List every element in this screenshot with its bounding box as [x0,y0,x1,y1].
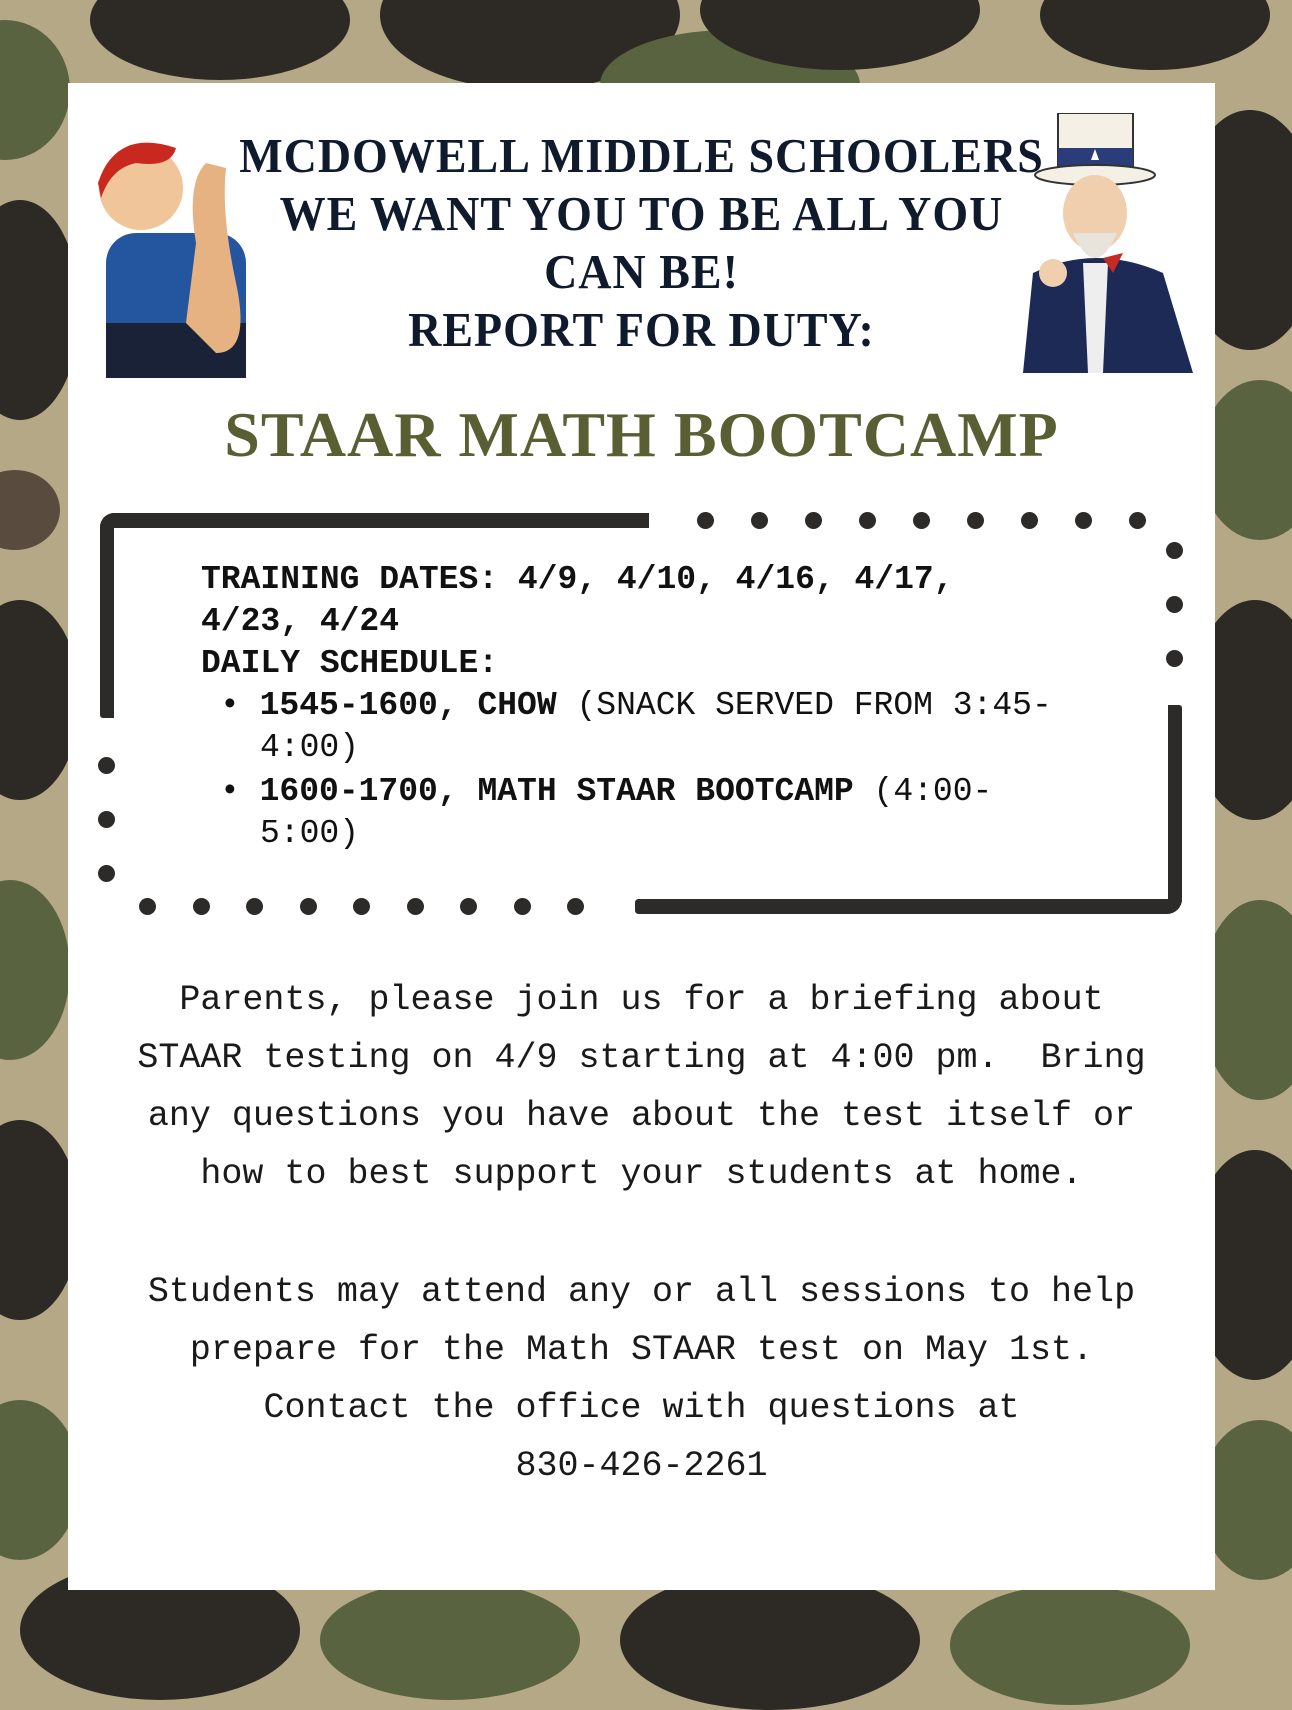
schedule-item [220,775,992,808]
headline-line: CAN BE! [544,244,739,299]
frame-dot [246,898,263,915]
training-dates-line2: 4/23, 4/24 [201,603,400,640]
bullet: • [220,773,260,810]
frame-dot [460,898,477,915]
schedule-item-note: (SNACK SERVED FROM 3:45- [556,687,1052,724]
parents-paragraph-line: Parents, please join us for a briefing about [179,980,1104,1020]
frame-dot [1166,596,1183,613]
frame-dot [300,898,317,915]
frame-dot [913,512,930,529]
schedule-item-note: (4:00- [853,773,993,810]
parents-paragraph-line: any questions you have about the test itself or [147,1096,1136,1136]
bootcamp-title: STAAR MATH BOOTCAMP [224,399,1059,470]
frame-dot [98,811,115,828]
training-dates-line1: TRAINING DATES: 4/9, 4/10, 4/16, 4/17, [201,561,954,598]
schedule-item [220,689,1052,722]
frame-dot [353,898,370,915]
students-paragraph-line: prepare for the Math STAAR test on May 1st. [189,1330,1094,1370]
frame-dot [193,898,210,915]
headline-line: MCDOWELL MIDDLE SCHOOLERS [239,128,1044,183]
frame-dot [567,898,584,915]
bullet: • [220,687,260,724]
schedule-item-time: 1545-1600, CHOW [259,687,557,724]
frame-dot [859,512,876,529]
students-paragraph-line: Students may attend any or all sessions to help [147,1272,1136,1312]
frame-dot [967,512,984,529]
frame-dot [1129,512,1146,529]
schedule-item-note-cont: 4:00) [260,729,360,766]
schedule-item-time: 1600-1700, MATH STAAR BOOTCAMP [259,773,854,810]
frame-dot [1166,650,1183,667]
frame-dot [139,898,156,915]
frame-dot [697,512,714,529]
flyer-panel [68,83,1215,1590]
frame-dot [407,898,424,915]
parents-paragraph-line: how to best support your students at home. [200,1154,1083,1194]
office-phone-number: 830-426-2261 [515,1446,768,1486]
frame-dot [751,512,768,529]
parents-paragraph-line: STAAR testing on 4/9 starting at 4:00 pm. Bring [137,1038,1146,1078]
frame-dot [514,898,531,915]
frame-dot [1166,542,1183,559]
frame-dot [1075,512,1092,529]
frame-dot [805,512,822,529]
headline-line: WE WANT YOU TO BE ALL YOU [279,186,1004,241]
headline-line: REPORT FOR DUTY: [408,302,875,357]
frame-dot [98,757,115,774]
frame-dot [1021,512,1038,529]
students-paragraph-line: Contact the office with questions at [263,1388,1020,1428]
schedule-item-note-cont: 5:00) [260,815,360,852]
frame-dot [98,865,115,882]
daily-schedule-label: DAILY SCHEDULE: [201,645,499,682]
